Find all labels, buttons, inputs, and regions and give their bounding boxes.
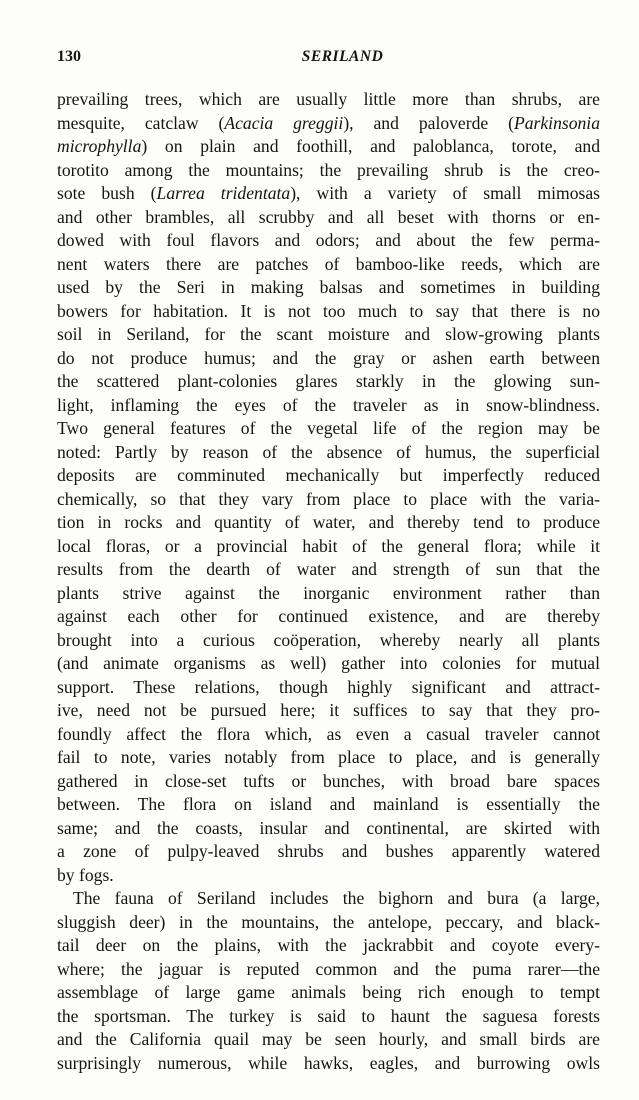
text-line: plants strive against the inorganic environment rather than — [57, 582, 600, 603]
text-line: a zone of pulpy-leaved shrubs and bushes apparently watered — [57, 841, 600, 861]
text-line: ive, need not be pursued here; it suffices to say that they pro- — [57, 700, 600, 720]
text-line: between. The flora on island and mainland is essentially the — [57, 794, 600, 814]
text-line: gathered in close-set tufts or bunches, with broad bare spaces — [57, 770, 600, 791]
text-line: used by the Seri in making balsas and sometimes in building — [57, 277, 600, 297]
text-line: Two general features of the vegetal life of the region may be — [57, 418, 600, 438]
text-line: same; and the coasts, insular and continental, are skirted with — [57, 817, 600, 838]
text-line: bowers for habitation. It is not too much to say that there is no — [57, 300, 600, 321]
text-line: by fogs. — [57, 864, 114, 885]
text-line: noted: Partly by reason of the absence of humus, the superficial — [57, 441, 600, 462]
text-line: light, inflaming the eyes of the traveler as in snow-blindness. — [57, 394, 600, 415]
text-line: fail to note, varies notably from place to place, and is generally — [57, 747, 600, 767]
text-line: The fauna of Seriland includes the bighorn and bura (a large, — [73, 888, 600, 908]
text-line: do not produce humus; and the gray or ashen earth between — [57, 347, 600, 368]
text-line: and the California quail may be seen hourly, and small birds are — [57, 1029, 600, 1049]
text-line: nent waters there are patches of bamboo-like reeds, which are — [57, 253, 600, 274]
body-text — [57, 88, 600, 1075]
page-number: 130 — [57, 48, 81, 65]
text-line: surprisingly numerous, while hawks, eagles, and burrowing owls — [57, 1052, 600, 1073]
text-line: the scattered plant-colonies glares starkly in the glowing sun- — [57, 371, 600, 391]
text-line: local floras, or a provincial habit of the general flora; while it — [57, 535, 600, 556]
text-line: soil in Seriland, for the scant moisture and slow-growing plants — [57, 324, 600, 344]
running-header — [57, 48, 600, 74]
text-line: deposits are comminuted mechanically but imperfectly reduced — [57, 465, 600, 485]
text-line: sote bush (Larrea tridentata), with a variety of small mimosas — [57, 183, 600, 203]
text-line: support. These relations, though highly significant and attract- — [57, 676, 600, 697]
text-line: where; the jaguar is reputed common and the puma rarer—the — [57, 958, 600, 979]
text-line: mesquite, catclaw (Acacia greggii), and paloverde (Parkinsonia — [57, 112, 600, 133]
text-line: results from the dearth of water and strength of sun that the — [57, 559, 600, 579]
text-line: assemblage of large game animals being rich enough to tempt — [57, 982, 600, 1002]
text-line: torotito among the mountains; the prevailing shrub is the creo- — [57, 159, 600, 180]
text-line: brought into a curious coöperation, whereby nearly all plants — [57, 629, 600, 650]
text-line: against each other for continued existence, and are thereby — [57, 606, 600, 626]
text-line: prevailing trees, which are usually little more than shrubs, are — [57, 89, 600, 109]
text-line: tail deer on the plains, with the jackrabbit and coyote every- — [57, 935, 600, 955]
text-line: and other brambles, all scrubby and all beset with thorns or en- — [57, 206, 600, 227]
running-title: SERILAND — [301, 48, 384, 65]
text-line: sluggish deer) in the mountains, the antelope, peccary, and black- — [57, 911, 600, 932]
text-line: dowed with foul flavors and odors; and about the few perma- — [57, 230, 600, 250]
text-line: microphylla) on plain and foothill, and paloblanca, torote, and — [57, 136, 600, 156]
text-line: the sportsman. The turkey is said to haunt the saguesa forests — [57, 1005, 600, 1026]
text-line: tion in rocks and quantity of water, and thereby tend to produce — [57, 512, 600, 532]
text-line: (and animate organisms as well) gather into colonies for mutual — [57, 653, 600, 673]
text-line: chemically, so that they vary from place to place with the varia- — [57, 488, 600, 509]
text-line: foundly affect the flora which, as even a casual traveler cannot — [57, 723, 600, 744]
